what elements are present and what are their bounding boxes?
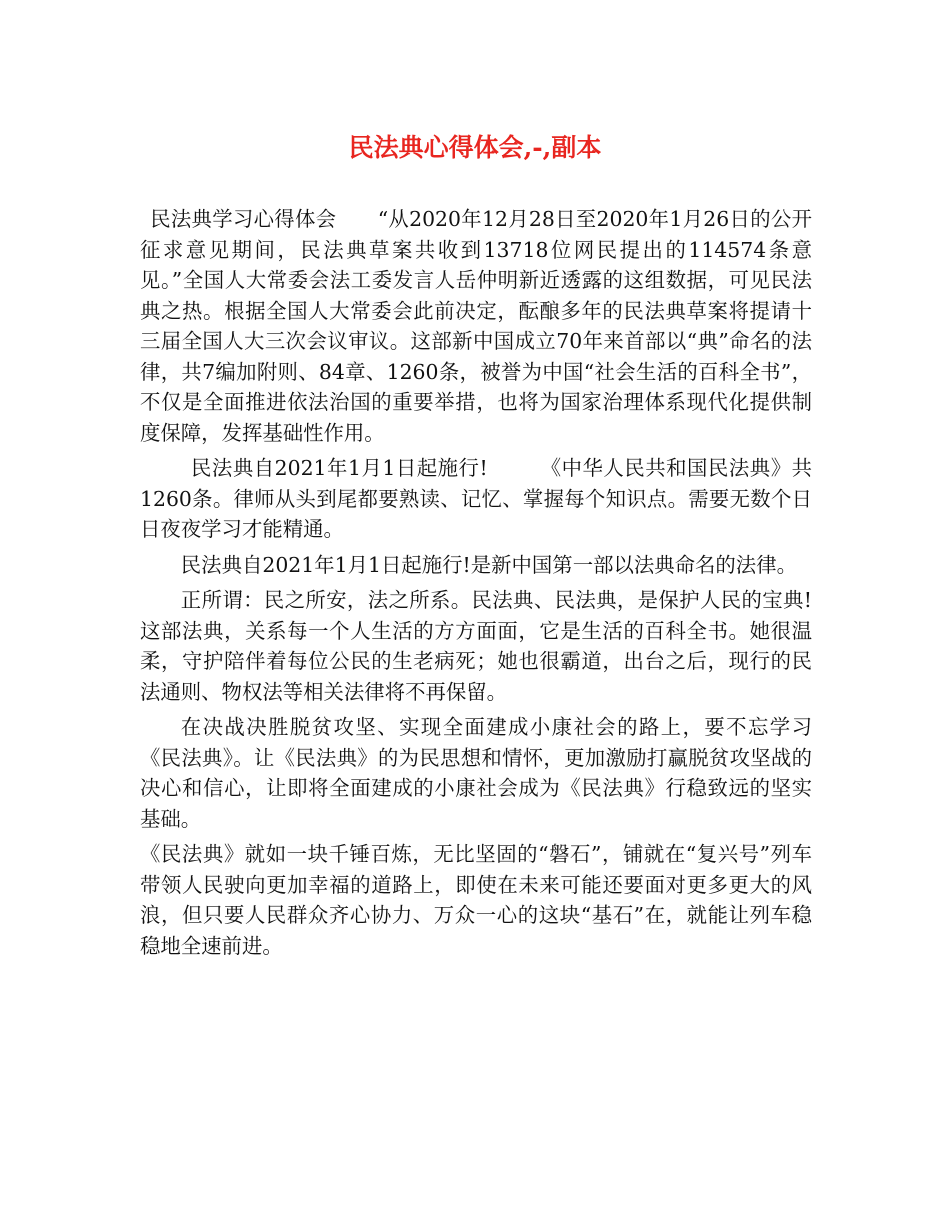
paragraph-effective-date: 民法典自2021年1月1日起施行! 《中华人民共和国民法典》共1260条。律师从头到尾都要熟读、记忆、掌握每个知识点。需要无数个日日夜夜学习才能精通。 [140, 456, 812, 541]
paragraph-intro: 民法典学习心得体会 “从2020年12月28日至2020年1月26日的公开征求意见期间，民法典草案共收到13718位网民提出的114574条意见。”全国人大常委会法工委发言人岳仲明新近透露的这组数据，可见民法典之热。根据全国人大常委会此前决定，酝酿多年的民法典草案将提请十三届全国人大三次会议审议。这部新中国成立70年来首部以“典”命名的法律，共7编加附则、84章、1260条，被誉为中国“社会生活的百科全书”，不仅是全面推进依法治国的重要举措，也将为国家治理体系现代化提供制度保障，发挥基础性作用。 [140, 207, 812, 445]
paragraph-poverty: 在决战决胜脱贫攻坚、实现全面建成小康社会的路上，要不忘学习《民法典》。让《民法典》的为民思想和情怀，更加激励打赢脱贫攻坚战的决心和信心，让即将全面建成的小康社会成为《民法典》行稳致远的坚实基础。 [140, 715, 812, 831]
paragraph-cornerstone: 《民法典》就如一块千锤百炼，无比坚固的“磐石”，铺就在“复兴号”列车带领人民驶向更加幸福的道路上，即使在未来可能还要面对更多更大的风浪，但只要人民群众齐心协力、万众一心的这块“基石”在，就能让列车稳稳地全速前进。 [140, 842, 812, 958]
paragraph-encyclopedia: 正所谓：民之所安，法之所系。民法典、民法典，是保护人民的宝典! 这部法典，关系每一个人生活的方方面面，它是生活的百科全书。她很温柔，守护陪伴着每位公民的生老病死；她也很霸道，出台之后，现行的民法通则、物权法等相关法律将不再保留。 [140, 588, 853, 704]
document-title: 民法典心得体会,-,副本 [348, 133, 602, 162]
paragraph-first-code: 民法典自2021年1月1日起施行!是新中国第一部以法典命名的法律。 [180, 552, 797, 577]
document-body [140, 204, 853, 966]
